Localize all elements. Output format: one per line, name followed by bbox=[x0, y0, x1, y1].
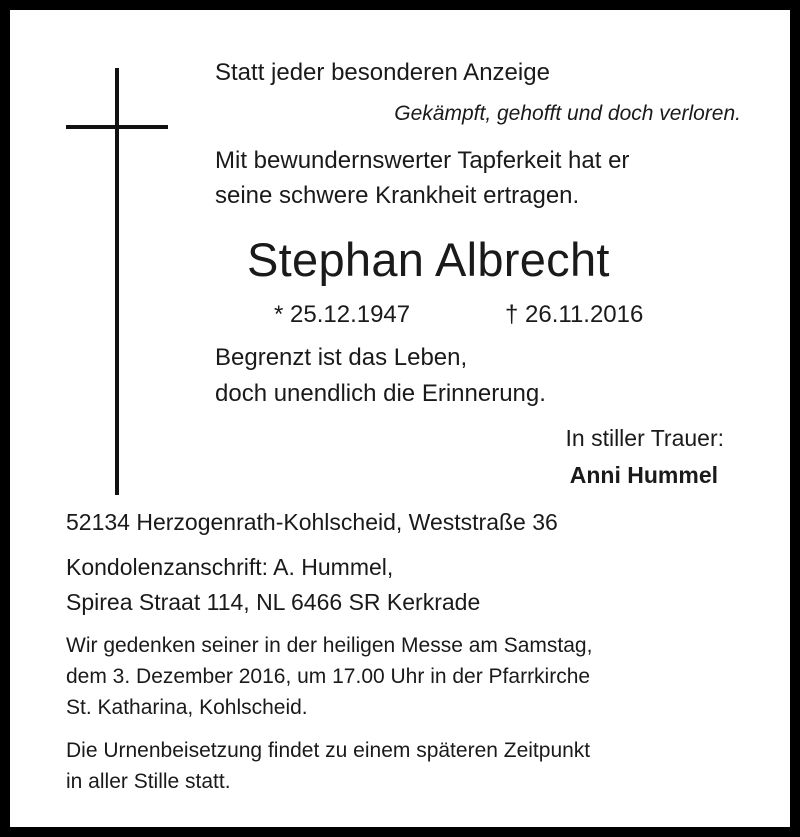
deceased-name: Stephan Albrecht bbox=[247, 233, 610, 286]
mourner-name: Anni Hummel bbox=[569, 462, 718, 488]
header-text: Statt jeder besonderen Anzeige bbox=[215, 59, 550, 86]
verse-line-2: doch unendlich die Erinnerung. bbox=[215, 380, 546, 407]
mass-line-2: dem 3. Dezember 2016, um 17.00 Uhr in der Pfarrkirche bbox=[66, 665, 591, 688]
mass-line-1: Wir gedenken seiner in der heiligen Messe am Samstag, bbox=[66, 634, 593, 657]
mass-line-3: St. Katharina, Kohlscheid. bbox=[66, 696, 308, 719]
motto-text: Gekämpft, gehofft und doch verloren. bbox=[394, 102, 741, 125]
cross-horizontal-beam bbox=[66, 125, 168, 129]
urn-line-2: in aller Stille statt. bbox=[66, 770, 231, 793]
condolence-line-1: Kondolenzanschrift: A. Hummel, bbox=[66, 554, 394, 580]
cross-vertical-beam bbox=[115, 68, 119, 495]
death-date: † 26.11.2016 bbox=[505, 301, 644, 328]
mourning-label: In stiller Trauer: bbox=[565, 425, 724, 451]
condolence-line-2: Spirea Straat 114, NL 6466 SR Kerkrade bbox=[66, 589, 481, 615]
birth-date: * 25.12.1947 bbox=[274, 301, 411, 328]
urn-line-1: Die Urnenbeisetzung findet zu einem späteren Zeitpunkt bbox=[66, 739, 591, 762]
intro-line-1: Mit bewundernswerter Tapferkeit hat er bbox=[215, 147, 630, 174]
verse-line-1: Begrenzt ist das Leben, bbox=[215, 344, 468, 371]
address-line: 52134 Herzogenrath-Kohlscheid, Weststraße 36 bbox=[66, 509, 558, 535]
intro-line-2: seine schwere Krankheit ertragen. bbox=[215, 182, 580, 209]
